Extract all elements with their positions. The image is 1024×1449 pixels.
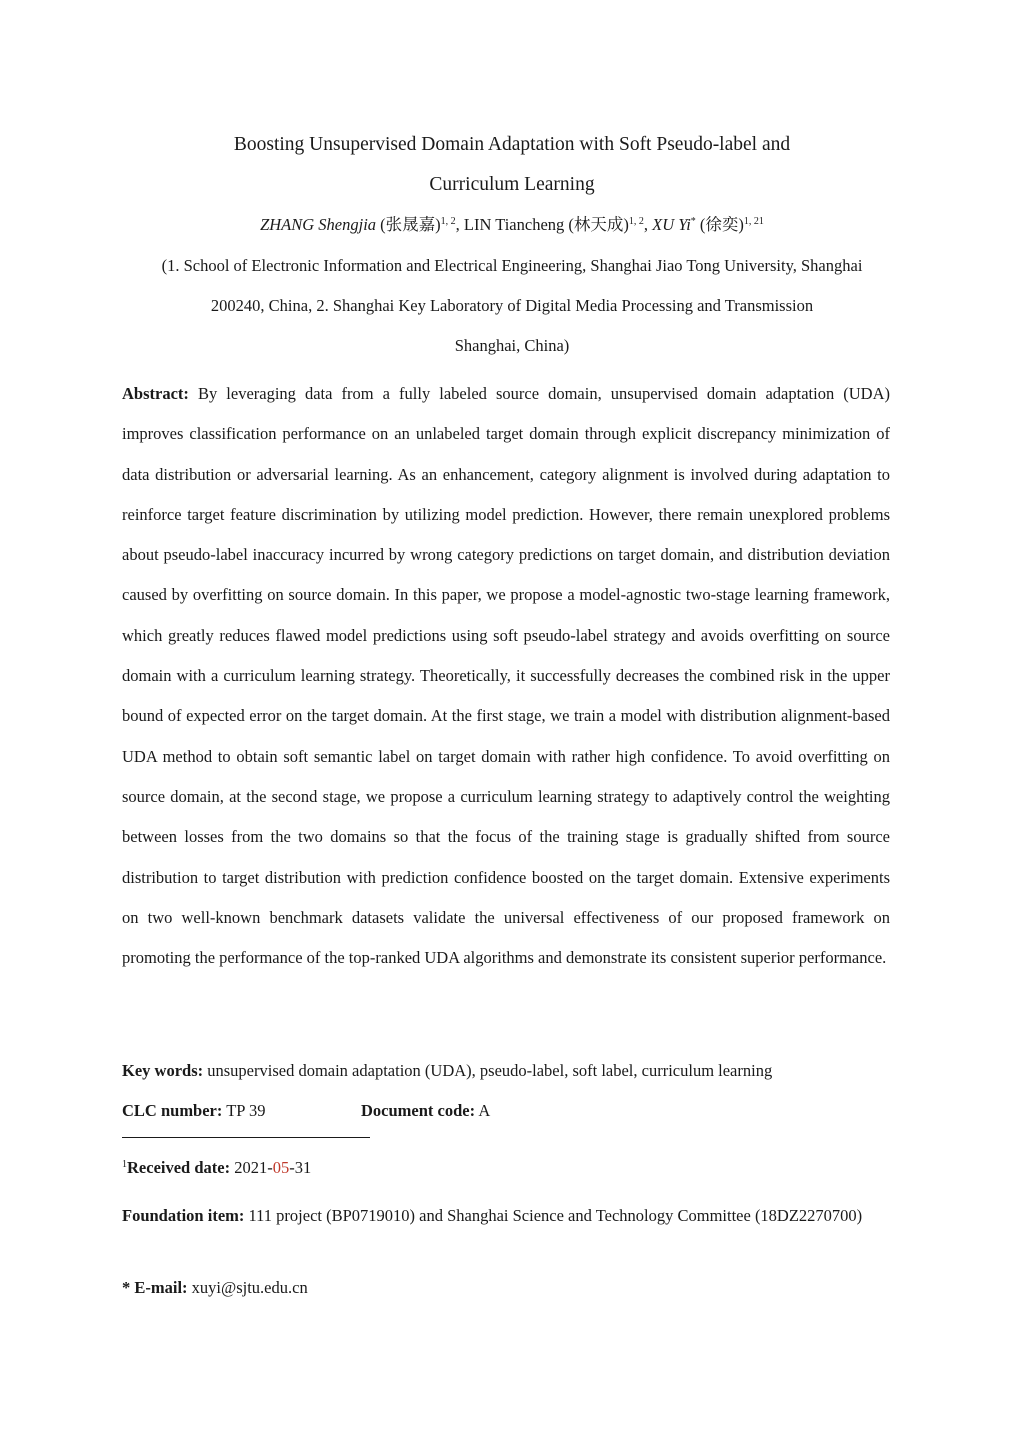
foundation-item-paragraph xyxy=(122,1196,876,1236)
author-3-name: XU Yi xyxy=(652,215,691,234)
foundation-item-text: 111 project (BP0719010) and Shanghai Science and Technology Committee (18DZ2270700) xyxy=(244,1206,863,1225)
abstract-label: Abstract: xyxy=(122,384,189,403)
received-date-day: -31 xyxy=(289,1158,312,1177)
affiliation-line-3: Shanghai, China) xyxy=(454,336,570,355)
author-3-affiliation-marker: 1, 21 xyxy=(743,216,764,227)
email-label: * E-mail: xyxy=(122,1278,188,1297)
author-1-affiliation-marker: 1, 2 xyxy=(440,216,456,227)
author-2-affiliation-marker: 1, 2 xyxy=(628,216,644,227)
author-list xyxy=(0,213,1024,237)
keywords-text: unsupervised domain adaptation (UDA), pseudo-label, soft label, curriculum learning xyxy=(203,1061,773,1080)
author-1-chinese-name: (张晟嘉) xyxy=(376,215,441,234)
email-line xyxy=(122,1276,308,1300)
clc-value: TP 39 xyxy=(222,1101,266,1120)
foundation-item-label: Foundation item: xyxy=(122,1206,245,1225)
author-2-name: LIN Tiancheng (林天成) xyxy=(463,215,629,234)
author-separator-1: , xyxy=(455,215,464,234)
clc-number-line xyxy=(122,1099,266,1123)
received-date-year: 2021- xyxy=(230,1158,273,1177)
received-date-line xyxy=(122,1156,311,1180)
author-3-chinese-name: (徐奕) xyxy=(695,215,744,234)
abstract-paragraph xyxy=(122,374,890,978)
document-code-line xyxy=(361,1099,490,1123)
affiliation-line-1: (1. School of Electronic Information and Electrical Engineering, Shanghai Jiao Tong University, Shanghai xyxy=(161,256,863,275)
footnote-marker: 1 xyxy=(122,1159,127,1170)
received-date-label: Received date: xyxy=(127,1158,231,1177)
keywords-label: Key words: xyxy=(122,1061,204,1080)
keywords-line xyxy=(122,1059,772,1083)
corresponding-author-star: * xyxy=(690,216,696,227)
author-1-name: ZHANG Shengjia xyxy=(260,215,377,234)
document-code-value: A xyxy=(475,1101,491,1120)
document-code-label: Document code: xyxy=(361,1101,476,1120)
affiliation-line-2: 200240, China, 2. Shanghai Key Laboratory of Digital Media Processing and Transmission xyxy=(210,296,814,315)
author-separator-2: , xyxy=(643,215,653,234)
paper-title-line-1: Boosting Unsupervised Domain Adaptation with Soft Pseudo-label and xyxy=(233,134,791,155)
received-date-month: 05 xyxy=(272,1158,290,1177)
footnote-divider xyxy=(122,1137,370,1138)
abstract-text: By leveraging data from a fully labeled source domain, unsupervised domain adaptation (UDA) improves classification performance on an unlabeled target domain through explicit discrepancy minimization of data distribution or adversarial learning. As an enhancement, category alignment is involved during adaptation to reinforce target feature discrimination by utilizing model prediction. However, there remain unexplored problems about pseudo-label inaccuracy incurred by wrong category predictions on target domain, and distribution deviation caused by overfitting on source domain. In this paper, we propose a model-agnostic two-stage learning framework, which greatly reduces flawed model predictions using soft pseudo-label strategy and avoids overfitting on source domain with a curriculum learning strategy. Theoretically, it successfully decreases the combined risk in the upper bound of expected error on the target domain. At the first stage, we train a model with distribution alignment-based UDA method to obtain soft semantic label on target domain with rather high confidence. To avoid overfitting on source domain, at the second stage, we propose a curriculum learning strategy to adaptively control the weighting between losses from the two domains so that the focus of the training stage is gradually shifted from source distribution to target distribution with prediction confidence boosted on the target domain. Extensive experiments on two well-known benchmark datasets validate the universal effectiveness of our proposed framework on promoting the performance of the top-ranked UDA algorithms and demonstrate its consistent superior performance. xyxy=(122,384,890,968)
clc-label: CLC number: xyxy=(122,1101,223,1120)
paper-title-line-2: Curriculum Learning xyxy=(429,174,595,195)
email-address: xuyi@sjtu.edu.cn xyxy=(187,1278,308,1297)
